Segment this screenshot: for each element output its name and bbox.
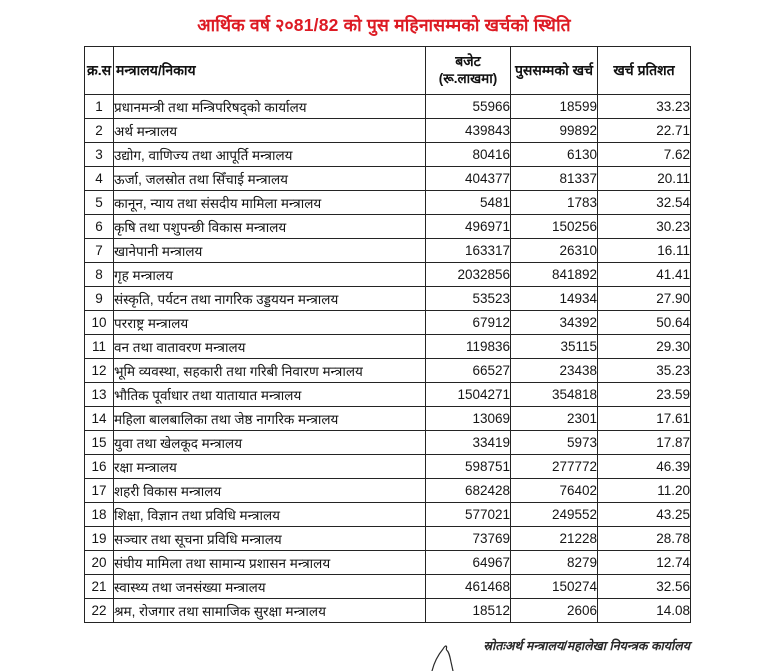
serial-number-cell: 4 (85, 167, 114, 191)
table-row (85, 527, 691, 551)
expenditure-cell: 18599 (511, 95, 598, 119)
header-expenditure: पुससम्मको खर्च (511, 47, 598, 95)
table-row (85, 95, 691, 119)
ministry-cell: शहरी विकास मन्त्रालय (114, 479, 426, 503)
expenditure-cell: 35115 (511, 335, 598, 359)
percent-cell: 32.56 (598, 575, 691, 599)
serial-number-cell: 20 (85, 551, 114, 575)
budget-cell: 55966 (426, 95, 511, 119)
expenditure-cell: 99892 (511, 119, 598, 143)
ministry-cell: रक्षा मन्त्रालय (114, 455, 426, 479)
serial-number-cell: 8 (85, 263, 114, 287)
budget-cell: 80416 (426, 143, 511, 167)
page-title: आर्थिक वर्ष २०81/82 को पुस महिनासम्मको खर्चको स्थिति (197, 15, 571, 35)
serial-number-cell: 6 (85, 215, 114, 239)
ministry-cell: शिक्षा, विज्ञान तथा प्रविधि मन्त्रालय (114, 503, 426, 527)
percent-cell: 16.11 (598, 239, 691, 263)
table-row (85, 143, 691, 167)
table-row (85, 575, 691, 599)
budget-cell: 67912 (426, 311, 511, 335)
handwritten-squiggle-mark (428, 643, 458, 671)
percent-cell: 14.08 (598, 599, 691, 623)
percent-cell: 7.62 (598, 143, 691, 167)
budget-cell: 598751 (426, 455, 511, 479)
table-row (85, 191, 691, 215)
serial-number-cell: 22 (85, 599, 114, 623)
percent-cell: 12.74 (598, 551, 691, 575)
budget-cell: 73769 (426, 527, 511, 551)
ministry-cell: परराष्ट्र मन्त्रालय (114, 311, 426, 335)
percent-cell: 22.71 (598, 119, 691, 143)
budget-cell: 577021 (426, 503, 511, 527)
ministry-cell: कृषि तथा पशुपन्छी विकास मन्त्रालय (114, 215, 426, 239)
ministry-cell: गृह मन्त्रालय (114, 263, 426, 287)
serial-number-cell: 15 (85, 431, 114, 455)
ministry-cell: प्रधानमन्त्री तथा मन्त्रिपरिषद्को कार्यालय (114, 95, 426, 119)
table-row (85, 119, 691, 143)
ministry-cell: महिला बालबालिका तथा जेष्ठ नागरिक मन्त्रालय (114, 407, 426, 431)
expenditure-cell: 14934 (511, 287, 598, 311)
percent-cell: 28.78 (598, 527, 691, 551)
expenditure-cell: 26310 (511, 239, 598, 263)
budget-cell: 53523 (426, 287, 511, 311)
table-row (85, 287, 691, 311)
table-row (85, 599, 691, 623)
percent-cell: 27.90 (598, 287, 691, 311)
expenditure-cell: 8279 (511, 551, 598, 575)
expenditure-cell: 2606 (511, 599, 598, 623)
budget-cell: 64967 (426, 551, 511, 575)
ministry-cell: स्वास्थ्य तथा जनसंख्या मन्त्रालय (114, 575, 426, 599)
table-row (85, 239, 691, 263)
table-body (85, 95, 691, 623)
expenditure-cell: 354818 (511, 383, 598, 407)
source-note: स्रोतःअर्थ मन्त्रालय/महालेखा नियन्त्रक कार्यालय (483, 639, 690, 653)
header-budget-line1: बजेट (455, 53, 481, 70)
percent-cell: 33.23 (598, 95, 691, 119)
percent-cell: 20.11 (598, 167, 691, 191)
table-row (85, 311, 691, 335)
percent-cell: 50.64 (598, 311, 691, 335)
budget-cell: 163317 (426, 239, 511, 263)
serial-number-cell: 18 (85, 503, 114, 527)
percent-cell: 32.54 (598, 191, 691, 215)
ministry-cell: संस्कृति, पर्यटन तथा नागरिक उड्डययन मन्त्रालय (114, 287, 426, 311)
serial-number-cell: 5 (85, 191, 114, 215)
serial-number-cell: 7 (85, 239, 114, 263)
percent-cell: 17.87 (598, 431, 691, 455)
percent-cell: 30.23 (598, 215, 691, 239)
expenditure-cell: 76402 (511, 479, 598, 503)
table-row (85, 359, 691, 383)
ministry-cell: कानून, न्याय तथा संसदीय मामिला मन्त्रालय (114, 191, 426, 215)
budget-cell: 33419 (426, 431, 511, 455)
ministry-cell: भूमि व्यवस्था, सहकारी तथा गरिबी निवारण मन्त्रालय (114, 359, 426, 383)
serial-number-cell: 19 (85, 527, 114, 551)
percent-cell: 23.59 (598, 383, 691, 407)
table-row (85, 263, 691, 287)
table-row (85, 503, 691, 527)
header-row (85, 47, 691, 95)
ministry-cell: उद्योग, वाणिज्य तथा आपूर्ति मन्त्रालय (114, 143, 426, 167)
serial-number-cell: 14 (85, 407, 114, 431)
table-row (85, 215, 691, 239)
table-row (85, 383, 691, 407)
percent-cell: 41.41 (598, 263, 691, 287)
serial-number-cell: 10 (85, 311, 114, 335)
budget-cell: 439843 (426, 119, 511, 143)
expenditure-cell: 81337 (511, 167, 598, 191)
percent-cell: 46.39 (598, 455, 691, 479)
ministry-cell: वन तथा वातावरण मन्त्रालय (114, 335, 426, 359)
budget-cell: 461468 (426, 575, 511, 599)
budget-cell: 5481 (426, 191, 511, 215)
ministry-cell: श्रम, रोजगार तथा सामाजिक सुरक्षा मन्त्रालय (114, 599, 426, 623)
table-row (85, 479, 691, 503)
budget-cell: 404377 (426, 167, 511, 191)
table-row (85, 431, 691, 455)
expenditure-cell: 249552 (511, 503, 598, 527)
table-row (85, 407, 691, 431)
expenditure-cell: 23438 (511, 359, 598, 383)
header-ministry: मन्त्रालय/निकाय (114, 47, 426, 95)
ministry-cell: सञ्चार तथा सूचना प्रविधि मन्त्रालय (114, 527, 426, 551)
table-row (85, 167, 691, 191)
budget-cell: 682428 (426, 479, 511, 503)
expenditure-cell: 5973 (511, 431, 598, 455)
table-row (85, 455, 691, 479)
budget-cell: 2032856 (426, 263, 511, 287)
expenditure-table (84, 46, 691, 623)
ministry-cell: अर्थ मन्त्रालय (114, 119, 426, 143)
serial-number-cell: 21 (85, 575, 114, 599)
serial-number-cell: 1 (85, 95, 114, 119)
serial-number-cell: 9 (85, 287, 114, 311)
expenditure-cell: 1783 (511, 191, 598, 215)
serial-number-cell: 13 (85, 383, 114, 407)
table-row (85, 335, 691, 359)
expenditure-cell: 34392 (511, 311, 598, 335)
ministry-cell: भौतिक पूर्वाधार तथा यातायात मन्त्रालय (114, 383, 426, 407)
header-budget (426, 47, 511, 95)
header-serial-number: क्र.स (85, 47, 114, 95)
budget-cell: 18512 (426, 599, 511, 623)
ministry-cell: खानेपानी मन्त्रालय (114, 239, 426, 263)
expenditure-cell: 150256 (511, 215, 598, 239)
ministry-cell: ऊर्जा, जलस्रोत तथा सिँचाई मन्त्रालय (114, 167, 426, 191)
header-percent: खर्च प्रतिशत (598, 47, 691, 95)
budget-cell: 66527 (426, 359, 511, 383)
percent-cell: 35.23 (598, 359, 691, 383)
percent-cell: 29.30 (598, 335, 691, 359)
serial-number-cell: 16 (85, 455, 114, 479)
budget-cell: 496971 (426, 215, 511, 239)
table-row (85, 551, 691, 575)
budget-cell: 13069 (426, 407, 511, 431)
expenditure-cell: 841892 (511, 263, 598, 287)
serial-number-cell: 3 (85, 143, 114, 167)
serial-number-cell: 17 (85, 479, 114, 503)
serial-number-cell: 2 (85, 119, 114, 143)
budget-cell: 1504271 (426, 383, 511, 407)
expenditure-cell: 21228 (511, 527, 598, 551)
percent-cell: 11.20 (598, 479, 691, 503)
expenditure-cell: 150274 (511, 575, 598, 599)
expenditure-cell: 277772 (511, 455, 598, 479)
header-budget-line2: (रू.लाखमा) (438, 70, 498, 86)
serial-number-cell: 11 (85, 335, 114, 359)
percent-cell: 17.61 (598, 407, 691, 431)
ministry-cell: संघीय मामिला तथा सामान्य प्रशासन मन्त्रालय (114, 551, 426, 575)
table-header (85, 47, 691, 95)
ministry-cell: युवा तथा खेलकूद मन्त्रालय (114, 431, 426, 455)
expenditure-cell: 6130 (511, 143, 598, 167)
expenditure-cell: 2301 (511, 407, 598, 431)
serial-number-cell: 12 (85, 359, 114, 383)
budget-cell: 119836 (426, 335, 511, 359)
percent-cell: 43.25 (598, 503, 691, 527)
